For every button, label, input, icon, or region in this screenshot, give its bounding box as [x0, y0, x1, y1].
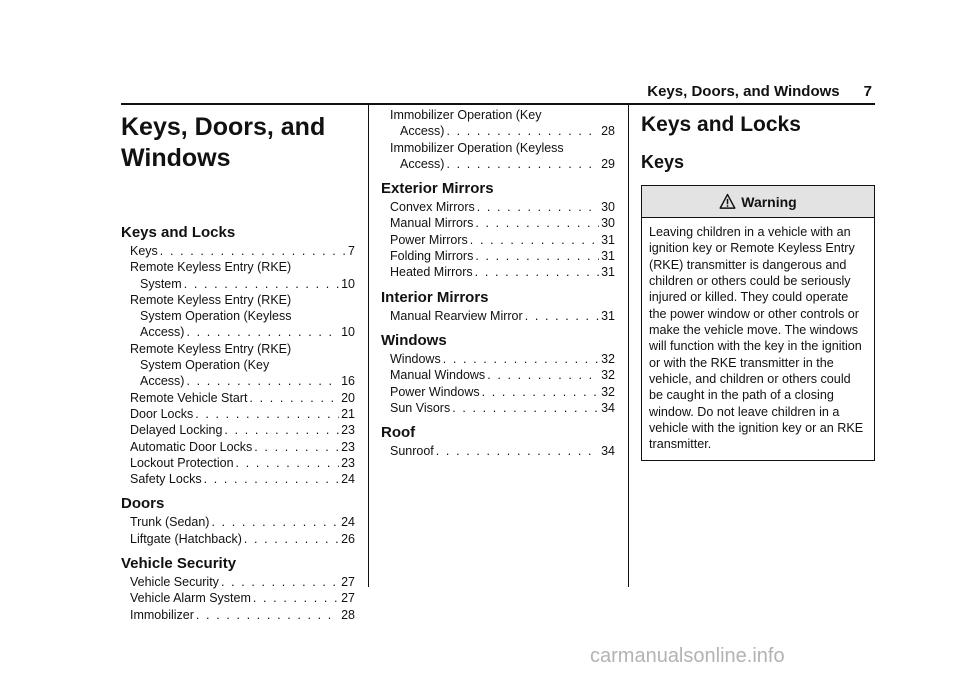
toc-list [121, 574, 355, 623]
toc-entry-text: Heated Mirrors [390, 265, 473, 280]
chapter-title-line: Keys, Doors, and [121, 113, 326, 141]
toc-section-heading: Keys and Locks [121, 224, 236, 241]
toc-section-heading: Doors [121, 495, 165, 513]
toc-page-number: 23 [341, 455, 355, 470]
column-divider [628, 105, 629, 587]
toc-page-number: 16 [341, 374, 355, 389]
toc-entry-text: Sun Visors [390, 400, 451, 415]
toc-entry-text: Lockout Protection [130, 455, 234, 470]
toc-page-number: 28 [601, 124, 615, 139]
toc-entry[interactable] [121, 471, 355, 487]
toc-page-number: 30 [601, 216, 615, 231]
toc-entry-text: Manual Mirrors [390, 216, 474, 231]
toc-entry-text: Access) [400, 124, 445, 139]
toc-leader-dots [446, 123, 599, 139]
toc-entry-text: Keys [130, 244, 158, 258]
content-column [641, 105, 875, 461]
toc-leader-dots [254, 439, 339, 455]
toc-entry-text: System [140, 276, 182, 291]
toc-page-number: 10 [341, 325, 355, 340]
toc-leader-dots [186, 373, 339, 389]
toc-entry[interactable] [381, 443, 615, 459]
toc-entry[interactable] [121, 390, 355, 406]
toc-entry[interactable] [121, 422, 355, 438]
chapter-title-line: Windows [121, 144, 231, 172]
warning-header [642, 186, 874, 218]
toc-entry-text: Power Windows [390, 384, 480, 399]
toc-entry-text: Immobilizer Operation (Key [390, 108, 542, 122]
watermark: carmanualsonline.info [590, 645, 785, 667]
toc-entry-text: Trunk (Sedan) [130, 515, 210, 530]
toc-entry[interactable] [381, 384, 615, 400]
toc-entry-text: Safety Locks [130, 472, 202, 487]
toc-entry[interactable] [121, 406, 355, 422]
toc-entry-text: Door Locks [130, 406, 194, 421]
toc-entry-text: Sunroof [390, 444, 434, 459]
toc-entry-text: Power Mirrors [390, 232, 468, 247]
toc-entry-text: Immobilizer [130, 607, 194, 622]
toc-list [381, 107, 615, 172]
toc-leader-dots [221, 574, 339, 590]
toc-leader-dots [224, 422, 339, 438]
warning-box [641, 185, 875, 461]
toc-leader-dots [253, 590, 339, 606]
toc-entry-text: System Operation (Keyless [140, 309, 292, 324]
toc-entry-text: Immobilizer Operation (Keyless [390, 140, 564, 155]
toc-page-number: 23 [341, 423, 355, 438]
toc-entry[interactable] [121, 590, 355, 606]
toc-section-heading: Vehicle Security [121, 555, 237, 573]
toc-section-heading: Roof [381, 424, 416, 442]
chapter-title [121, 112, 355, 174]
toc-column-2 [381, 105, 615, 459]
toc-entry-text: Remote Keyless Entry (RKE) [130, 260, 292, 275]
toc-entry-text: Vehicle Alarm System [130, 591, 251, 606]
toc-entry-text: Remote Keyless Entry (RKE) [130, 341, 292, 356]
toc-entry-text: Automatic Door Locks [130, 439, 253, 454]
toc-entry-text: Access) [400, 156, 445, 171]
toc-leader-dots [475, 264, 599, 280]
toc-leader-dots [236, 455, 340, 471]
toc-entry[interactable] [381, 215, 615, 231]
toc-leader-dots [470, 232, 599, 248]
toc-list [381, 308, 615, 324]
toc-entry-text: Access) [140, 325, 185, 340]
toc-entry[interactable] [381, 107, 615, 140]
toc-entry[interactable] [381, 264, 615, 280]
toc-page-number: 31 [601, 308, 615, 323]
running-header-title: Keys, Doors, and Windows [647, 83, 840, 100]
toc-leader-dots [475, 248, 599, 264]
toc-page-number: 20 [341, 390, 355, 405]
toc-list [121, 243, 355, 487]
toc-page-number: 31 [601, 249, 615, 264]
toc-leader-dots [184, 276, 339, 292]
toc-page-number: 10 [341, 276, 355, 291]
toc-entry-text: Windows [390, 351, 441, 366]
toc-entry[interactable] [121, 259, 355, 292]
toc-leader-dots [195, 406, 339, 422]
toc-section-heading: Interior Mirrors [381, 288, 489, 306]
toc-entry[interactable] [121, 292, 355, 341]
running-header [647, 83, 872, 100]
toc-entry[interactable] [381, 308, 615, 324]
toc-leader-dots [452, 400, 599, 416]
toc-leader-dots [475, 215, 599, 231]
toc-entry[interactable] [121, 455, 355, 471]
toc-entry[interactable] [121, 243, 355, 259]
toc-leader-dots [446, 156, 599, 172]
toc-entry[interactable] [381, 232, 615, 248]
toc-leader-dots [204, 471, 340, 487]
toc-entry[interactable] [381, 367, 615, 383]
toc-page-number: 27 [341, 591, 355, 606]
toc-page-number: 21 [341, 406, 355, 421]
toc-entry[interactable] [121, 514, 355, 530]
toc-list [381, 199, 615, 280]
column-divider [368, 105, 369, 587]
toc-leader-dots [436, 443, 599, 459]
subsection-title: Keys [641, 152, 685, 172]
toc-page-number: 30 [601, 200, 615, 215]
toc-entry[interactable] [381, 199, 615, 215]
toc-list [381, 351, 615, 416]
toc-entry-text: Delayed Locking [130, 423, 223, 438]
warning-icon [719, 193, 736, 210]
toc-leader-dots [160, 243, 346, 259]
toc-page-number: 34 [601, 400, 615, 415]
toc-page-number: 27 [341, 575, 355, 590]
toc-entry-text: Remote Vehicle Start [130, 390, 248, 405]
toc-section-heading: Windows [381, 331, 447, 349]
toc-entry[interactable] [121, 341, 355, 390]
toc-leader-dots [525, 308, 599, 324]
toc-entry[interactable] [121, 607, 355, 623]
warning-text: Leaving children in a vehicle with an ignition key or Remote Keyless Entry (RKE) transmitter is dangerous and children or others could be seriously injured or killed. They could operate the power window or other controls or make the vehicle move. The windows will function with the key in the ignition or with the RKE transmitter in the vehicle, and children or others could be caught in the path of a closing window. Do not leave children in a vehicle with the ignition key or an RKE transmitter. [649, 225, 864, 452]
toc-page-number: 31 [601, 232, 615, 247]
toc-page-number: 32 [601, 368, 615, 383]
toc-leader-dots [196, 607, 339, 623]
toc-page-number: 26 [341, 531, 355, 546]
toc-entry-text: Folding Mirrors [390, 249, 474, 264]
toc-page-number: 28 [341, 607, 355, 622]
toc-section-heading: Exterior Mirrors [381, 180, 494, 198]
toc-entry[interactable] [381, 248, 615, 264]
page-number: 7 [863, 83, 872, 100]
toc-page-number: 23 [341, 439, 355, 454]
toc-entry-text: Manual Windows [390, 368, 486, 383]
toc-page-number: 32 [601, 384, 615, 399]
toc-leader-dots [244, 531, 339, 547]
toc-entry-text: Access) [140, 374, 185, 389]
toc-entry[interactable] [381, 400, 615, 416]
section-title: Keys and Locks [641, 113, 801, 136]
toc-list [381, 443, 615, 459]
toc-list [121, 514, 355, 547]
toc-page-number: 24 [341, 515, 355, 530]
toc-leader-dots [211, 514, 339, 530]
toc-leader-dots [186, 324, 339, 340]
warning-label: Warning [741, 193, 797, 210]
toc-entry-text: Manual Rearview Mirror [390, 308, 523, 323]
toc-entry-text: System Operation (Key [140, 358, 270, 373]
toc-page-number: 34 [601, 444, 615, 459]
toc-leader-dots [477, 199, 599, 215]
toc-entry[interactable] [381, 140, 615, 173]
toc-page-number: 7 [348, 244, 355, 258]
toc-entry[interactable] [381, 351, 615, 367]
toc-entry-text: Liftgate (Hatchback) [130, 531, 242, 546]
toc-entry-text: Vehicle Security [130, 575, 219, 590]
toc-entry[interactable] [121, 574, 355, 590]
toc-entry[interactable] [121, 439, 355, 455]
toc-page-number: 24 [341, 472, 355, 487]
toc-entry-text: Convex Mirrors [390, 200, 475, 215]
toc-entry-text: Remote Keyless Entry (RKE) [130, 292, 292, 307]
toc-page-number: 32 [601, 351, 615, 366]
toc-leader-dots [443, 351, 599, 367]
toc-entry[interactable] [121, 531, 355, 547]
toc-leader-dots [487, 367, 599, 383]
toc-page-number: 31 [601, 265, 615, 280]
toc-page-number: 29 [601, 156, 615, 171]
toc-leader-dots [482, 384, 599, 400]
toc-leader-dots [249, 390, 339, 406]
toc-column-1 [121, 105, 355, 623]
